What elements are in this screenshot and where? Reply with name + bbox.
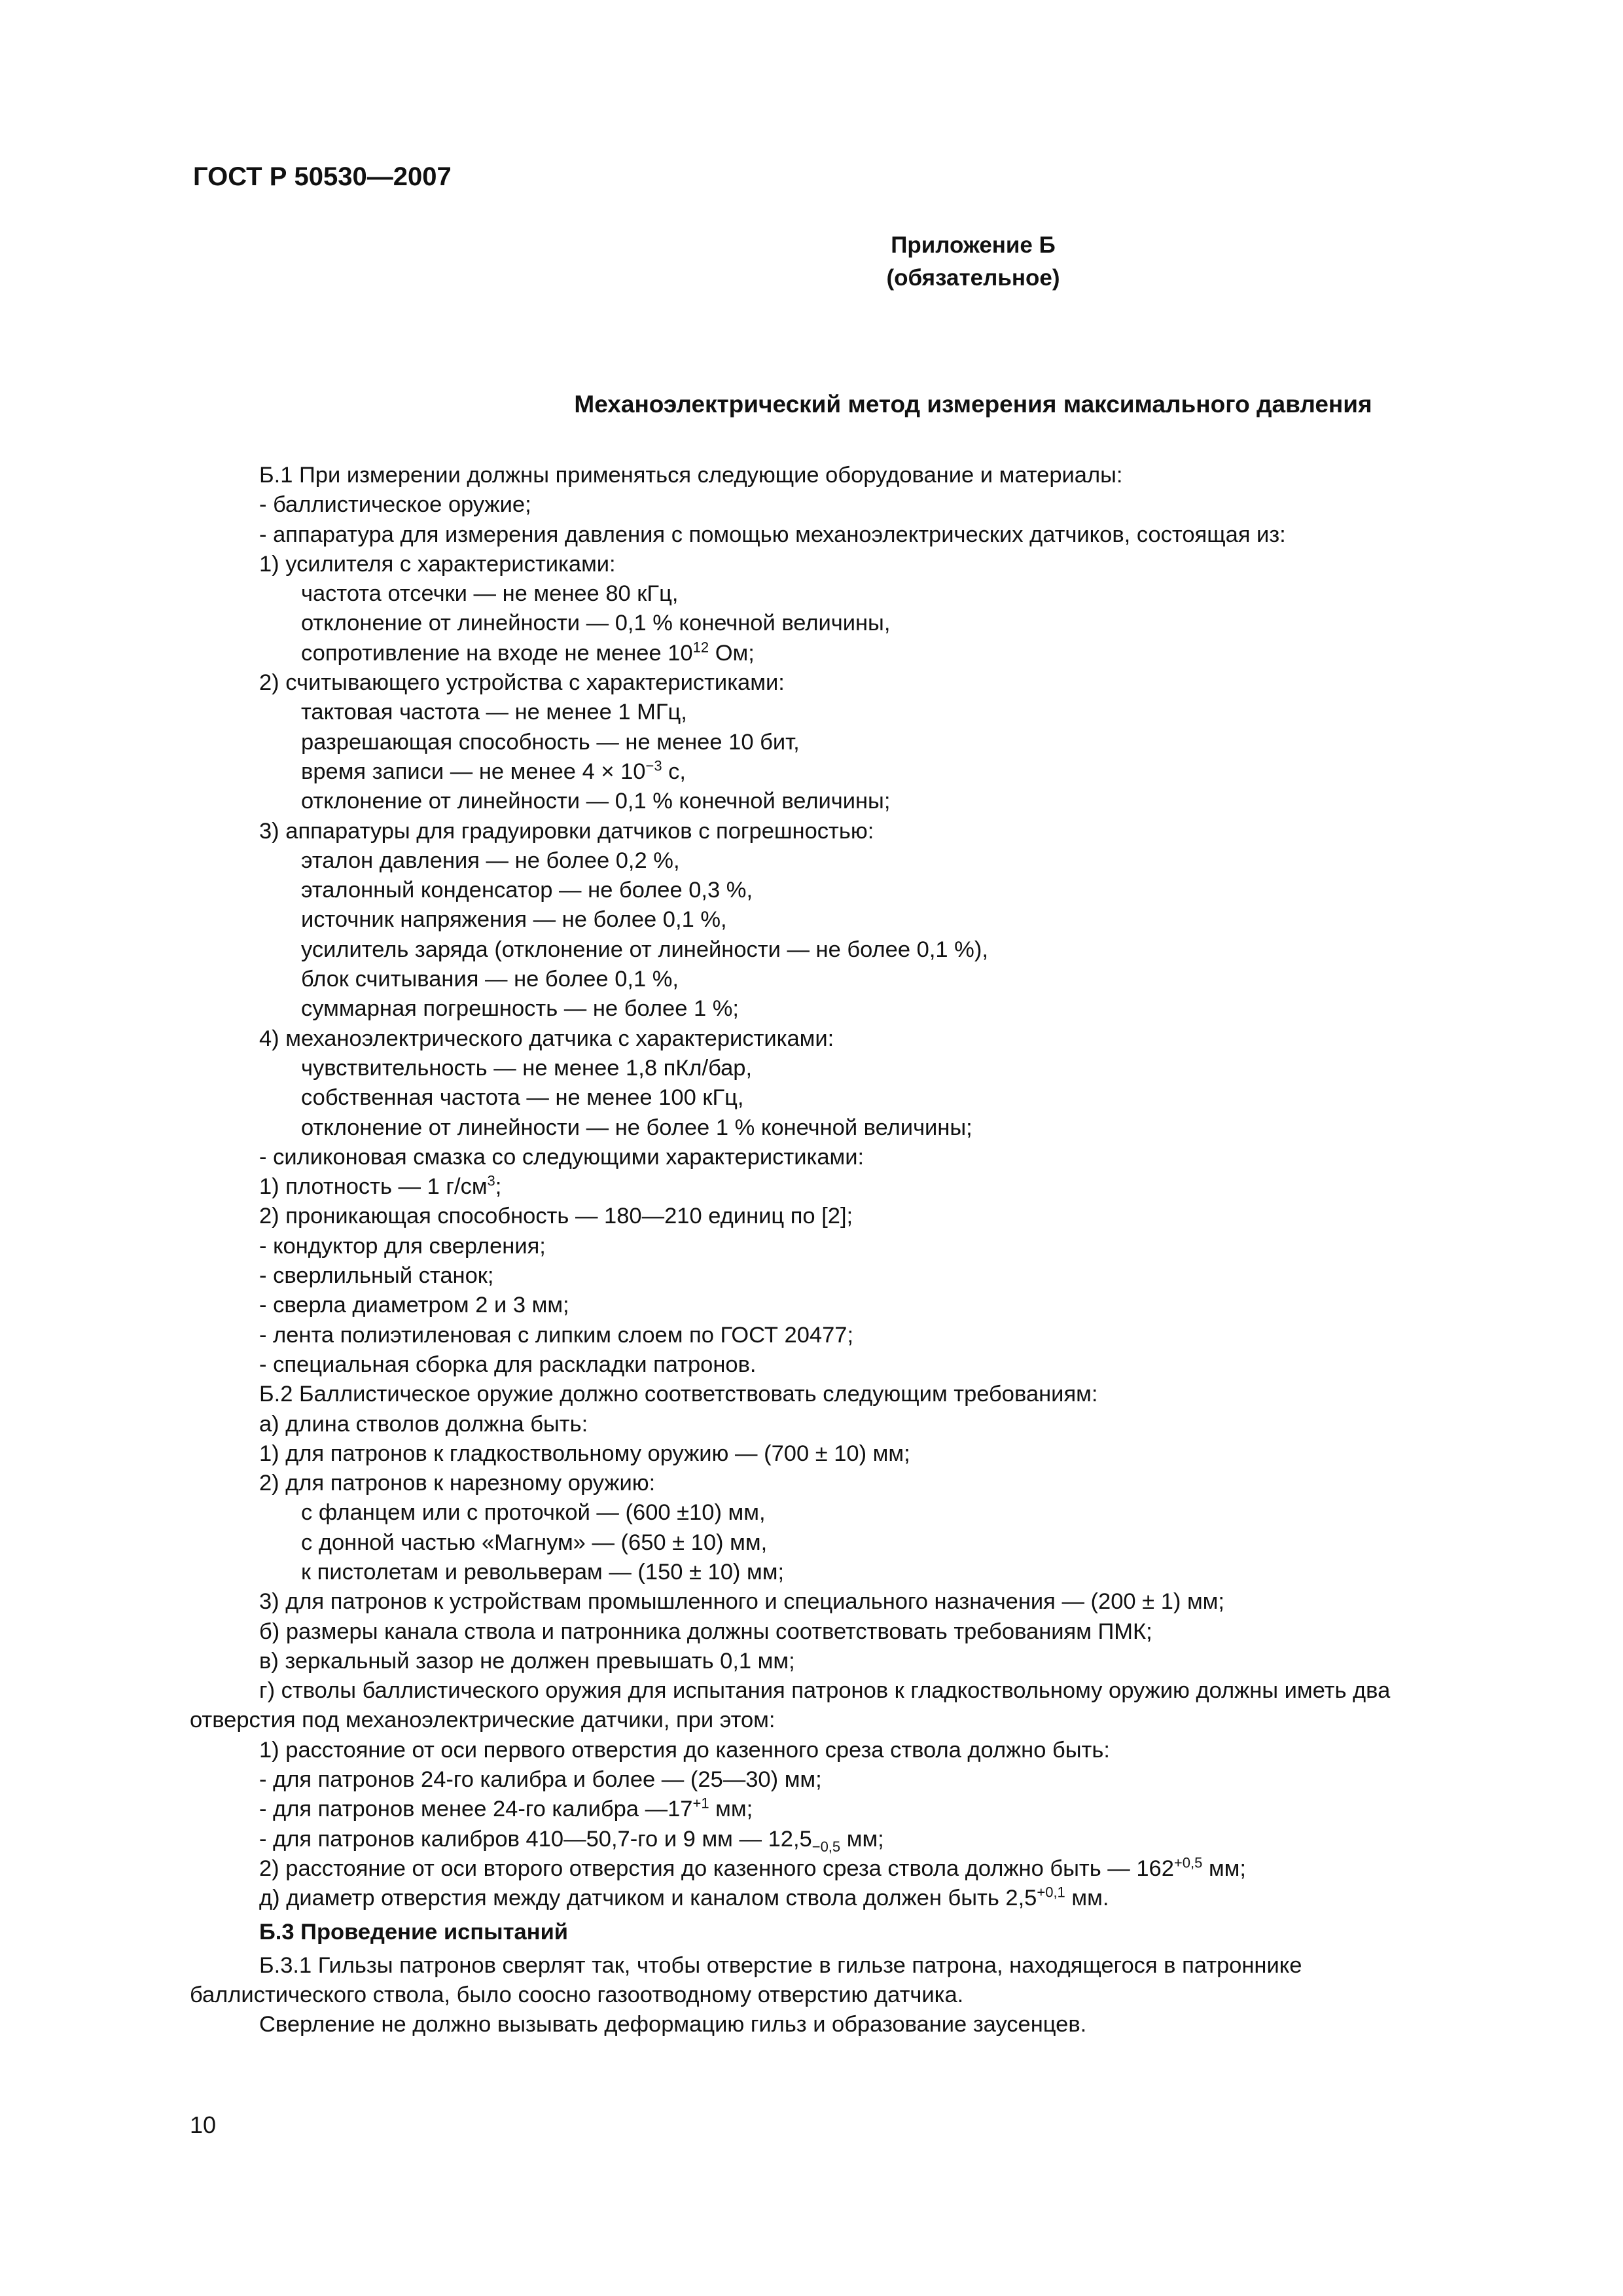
spec-line: усилитель заряда (отклонение от линейности — не более 0,1 %), xyxy=(301,937,988,962)
list-item: - сверла диаметром 2 и 3 мм; xyxy=(259,1293,569,1318)
list-item: 1) усилителя с характеристиками: xyxy=(259,551,616,577)
list-item: - специальная сборка для раскладки патронов. xyxy=(259,1352,757,1377)
text-part: мм; xyxy=(709,1797,753,1822)
list-item xyxy=(190,1884,1440,1913)
spec-line: с фланцем или с проточкой — (600 ±10) мм, xyxy=(301,1500,766,1526)
text-part: ; xyxy=(495,1174,502,1200)
text-part: д) диаметр отверстия между датчиком и каналом ствола должен быть 2,5 xyxy=(259,1886,1037,1911)
spec-line xyxy=(190,639,1440,668)
list-item: 2) проникающая способность — 180—210 единиц по [2]; xyxy=(259,1204,853,1229)
spec-line: к пистолетам и револьверам — (150 ± 10) мм; xyxy=(301,1559,785,1585)
list-item: - баллистическое оружие; xyxy=(259,492,531,518)
text-part: - для патронов калибров 410—50,7-го и 9 мм — 12,5 xyxy=(259,1826,812,1852)
list-item: в) зеркальный зазор не должен превышать 0,1 мм; xyxy=(259,1648,795,1674)
superscript: +0,5 xyxy=(1173,1854,1203,1871)
spec-line: частота отсечки — не менее 80 кГц, xyxy=(301,581,679,607)
spec-line: блок считывания — не более 0,1 %, xyxy=(301,967,679,992)
text-part: мм; xyxy=(1202,1856,1246,1881)
list-item: - силиконовая смазка со следующими характеристиками: xyxy=(259,1144,865,1170)
list-item: 1) расстояние от оси первого отверстия до казенного среза ствола должно быть: xyxy=(259,1737,1110,1763)
subscript: −0,5 xyxy=(812,1838,841,1855)
spec-line: тактовая частота — не менее 1 МГц, xyxy=(301,700,687,725)
list-item: - сверлильный станок; xyxy=(259,1263,494,1289)
superscript: +1 xyxy=(692,1795,709,1812)
list-item: - лента полиэтиленовая с липким слоем по ГОСТ 20477; xyxy=(259,1322,854,1348)
spec-line: разрешающая способность — не менее 10 бит, xyxy=(301,729,800,755)
page-number: 10 xyxy=(190,2111,217,2138)
superscript: −3 xyxy=(645,757,662,774)
appendix-label: Приложение Б xyxy=(891,232,1056,258)
list-item: - аппаратура для измерения давления с помощью механоэлектрических датчиков, состоящая из: xyxy=(259,522,1286,547)
list-item xyxy=(190,1795,1440,1824)
list-item: - кондуктор для сверления; xyxy=(259,1233,546,1259)
list-item: а) длина стволов должна быть: xyxy=(259,1411,588,1437)
text-part: Ом; xyxy=(709,640,755,666)
spec-line: чувствительность — не менее 1,8 пКл/бар, xyxy=(301,1055,753,1081)
spec-line: эталон давления — не более 0,2 %, xyxy=(301,848,680,873)
list-item xyxy=(190,1172,1440,1202)
list-item xyxy=(190,1825,1440,1854)
body-text xyxy=(190,461,1440,2040)
text-part: мм. xyxy=(1065,1886,1109,1911)
list-item: 2) для патронов к нарезному оружию: xyxy=(259,1471,656,1496)
superscript: 3 xyxy=(487,1172,495,1189)
text-line: Б.1 При измерении должны применяться следующие оборудование и материалы: xyxy=(259,463,1123,488)
list-item: 3) аппаратуры для градуировки датчиков с погрешностью: xyxy=(259,818,874,844)
spec-line xyxy=(190,757,1440,787)
section-heading: Б.3 Проведение испытаний xyxy=(259,1919,568,1945)
list-item: б) размеры канала ствола и патронника должны соответствовать требованиям ПМК; xyxy=(259,1619,1152,1644)
text-part: 1) плотность — 1 г/см xyxy=(259,1174,488,1200)
paragraph: г) стволы баллистического оружия для испытания патронов к гладкоствольному оружию должны иметь два отверстия под механоэлектрические датчики, при этом: xyxy=(190,1678,1391,1733)
spec-line: эталонный конденсатор — не более 0,3 %, xyxy=(301,878,753,903)
superscript: 12 xyxy=(692,639,709,656)
text-part: мм; xyxy=(840,1826,884,1852)
spec-line: собственная частота — не менее 100 кГц, xyxy=(301,1085,744,1111)
spec-line: источник напряжения — не более 0,1 %, xyxy=(301,907,727,933)
appendix-status: (обязательное) xyxy=(886,265,1060,291)
paragraph: Б.3.1 Гильзы патронов сверлят так, чтобы отверстие в гильзе патрона, находящегося в патроннике баллистического ствола, было соосно газоотводному отверстию датчика. xyxy=(190,1952,1302,2008)
document-code: ГОСТ Р 50530—2007 xyxy=(193,162,452,191)
spec-line: суммарная погрешность — не более 1 %; xyxy=(301,996,740,1022)
list-item: 4) механоэлектрического датчика с характеристиками: xyxy=(259,1026,834,1051)
appendix-title: Механоэлектрический метод измерения максимального давления xyxy=(574,391,1372,418)
list-item: - для патронов 24-го калибра и более — (25—30) мм; xyxy=(259,1767,822,1793)
superscript: +0,1 xyxy=(1037,1884,1065,1901)
list-item xyxy=(190,1854,1440,1884)
spec-line: отклонение от линейности — не более 1 % конечной величины; xyxy=(301,1115,972,1140)
text-part: 2) расстояние от оси второго отверстия до казенного среза ствола должно быть — 162 xyxy=(259,1856,1174,1881)
text-part: сопротивление на входе не менее 10 xyxy=(301,640,693,666)
spec-line: отклонение от линейности — 0,1 % конечной величины; xyxy=(301,789,891,814)
spec-line: отклонение от линейности — 0,1 % конечной величины, xyxy=(301,611,891,636)
text-part: - для патронов менее 24-го калибра —17 xyxy=(259,1797,693,1822)
text-line: Сверление не должно вызывать деформацию гильз и образование заусенцев. xyxy=(259,2012,1087,2037)
list-item: 2) считывающего устройства с характеристиками: xyxy=(259,670,785,696)
list-item: 1) для патронов к гладкоствольному оружию — (700 ± 10) мм; xyxy=(259,1441,910,1466)
text-line: Б.2 Баллистическое оружие должно соответствовать следующим требованиям: xyxy=(259,1382,1098,1407)
spec-line: с донной частью «Магнум» — (650 ± 10) мм, xyxy=(301,1530,768,1555)
text-part: с, xyxy=(662,759,686,784)
list-item: 3) для патронов к устройствам промышленного и специального назначения — (200 ± 1) мм; xyxy=(259,1589,1224,1615)
text-part: время записи — не менее 4 × 10 xyxy=(301,759,646,784)
